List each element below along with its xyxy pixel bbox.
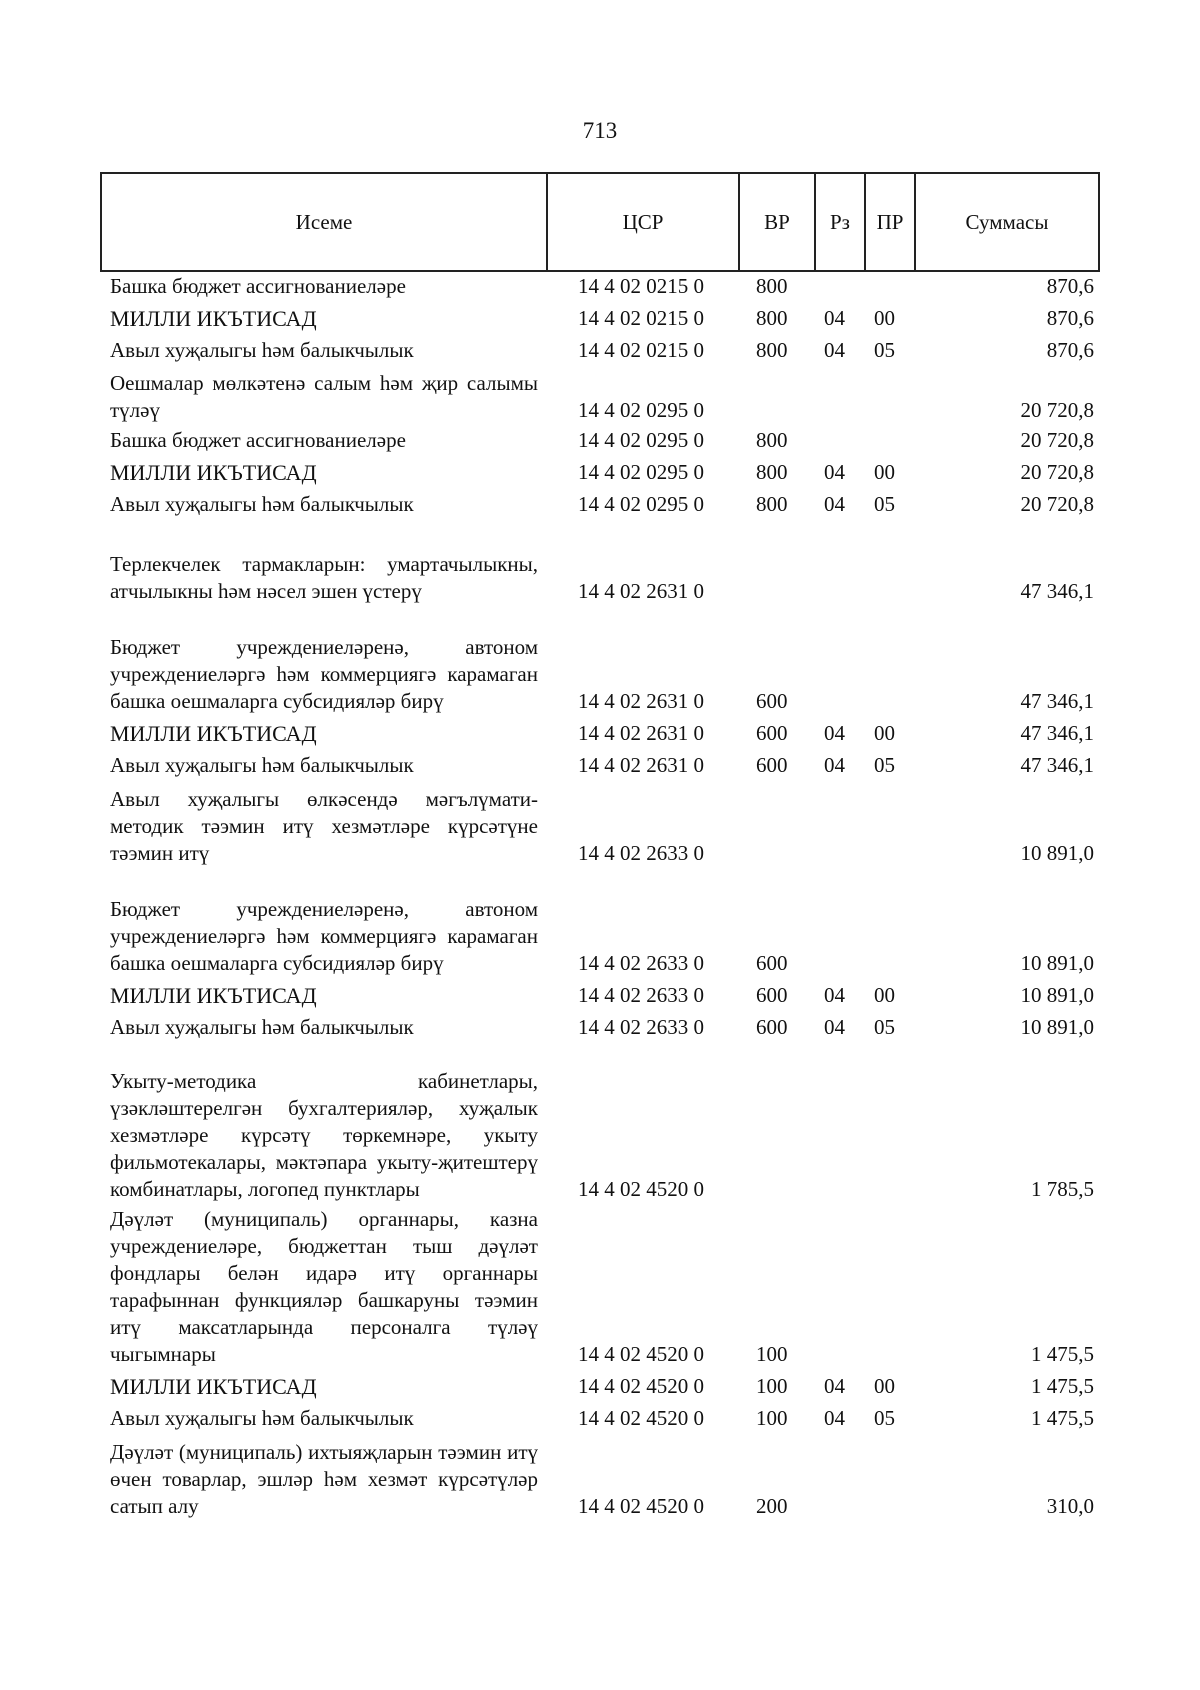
row-sum: 20 720,8: [1020, 428, 1094, 452]
row-pr: 05: [874, 492, 895, 516]
row-sum: 10 891,0: [1020, 841, 1094, 865]
row-csr: 14 4 02 2631 0: [578, 579, 704, 603]
row-rz: 04: [824, 1015, 845, 1039]
row-sum: 47 346,1: [1020, 689, 1094, 713]
row-sum: 10 891,0: [1020, 983, 1094, 1007]
row-name: Башка бюджет ассигнованиеләре: [110, 274, 406, 298]
row-csr: 14 4 02 2633 0: [578, 951, 704, 975]
row-vr: 100: [756, 1406, 788, 1430]
row-name: МИЛЛИ ИКЪТИСАД: [110, 306, 317, 331]
row-csr: 14 4 02 2633 0: [578, 1015, 704, 1039]
row-name: Бюджет учреждениеләренә, автоном учреждениеләргә һәм коммерциягә карамаган башка оешмаларга субсидияләр бирү: [110, 635, 538, 713]
row-sum: 10 891,0: [1020, 951, 1094, 975]
row-name: Авыл хуҗалыгы һәм балыкчылык: [110, 1406, 414, 1430]
row-pr: 00: [874, 983, 895, 1007]
row-vr: 100: [756, 1342, 788, 1366]
row-sum: 1 475,5: [1031, 1406, 1094, 1430]
table-row: [0, 270, 1200, 300]
row-name: Авыл хуҗалыгы һәм балыкчылык: [110, 338, 414, 362]
row-name: Дәүләт (муниципаль) органнары, казна учреждениеләре, бюджеттан тыш дәүләт фондлары белән идарә итү органнары тарафыннан функцияләр башкаруны тәэмин итү максатларында персоналга түләү чыгымнары: [110, 1207, 538, 1366]
table-row: [0, 1011, 1200, 1041]
row-vr: 800: [756, 428, 788, 452]
table-row: [0, 1434, 1200, 1520]
row-csr: 14 4 02 4520 0: [578, 1177, 704, 1201]
table-header: [100, 172, 1100, 272]
row-pr: 05: [874, 1015, 895, 1039]
header-rz: Рз: [814, 174, 864, 270]
row-vr: 800: [756, 306, 788, 330]
row-csr: 14 4 02 0215 0: [578, 274, 704, 298]
row-vr: 100: [756, 1374, 788, 1398]
row-name: МИЛЛИ ИКЪТИСАД: [110, 983, 317, 1008]
row-rz: 04: [824, 460, 845, 484]
row-rz: 04: [824, 338, 845, 362]
row-sum: 1 785,5: [1031, 1177, 1094, 1201]
table-row: [0, 366, 1200, 424]
row-name: Авыл хуҗалыгы һәм балыкчылык: [110, 753, 414, 777]
row-name: Авыл хуҗалыгы һәм балыкчылык: [110, 1015, 414, 1039]
row-name: Авыл хуҗалыгы һәм балыкчылык: [110, 492, 414, 516]
table-row: [0, 302, 1200, 332]
row-sum: 870,6: [1046, 306, 1094, 330]
row-vr: 600: [756, 721, 788, 745]
row-csr: 14 4 02 2631 0: [578, 721, 704, 745]
row-sum: 870,6: [1046, 274, 1094, 298]
row-pr: 05: [874, 1406, 895, 1430]
row-vr: 800: [756, 274, 788, 298]
row-name: Башка бюджет ассигнованиеләре: [110, 428, 406, 452]
row-name: Бюджет учреждениеләренә, автоном учреждениеләргә һәм коммерциягә карамаган башка оешмаларга субсидияләр бирү: [110, 897, 538, 975]
row-name: Терлекчелек тармакларын: умартачылыкны, атчылыкны һәм нәсел эшен үстерү: [110, 552, 538, 603]
row-rz: 04: [824, 306, 845, 330]
row-vr: 600: [756, 689, 788, 713]
header-vr: ВР: [738, 174, 814, 270]
row-pr: 00: [874, 1374, 895, 1398]
row-vr: 200: [756, 1494, 788, 1518]
table-row: [0, 1205, 1200, 1368]
row-name: МИЛЛИ ИКЪТИСАД: [110, 1374, 317, 1399]
row-vr: 800: [756, 460, 788, 484]
row-csr: 14 4 02 0295 0: [578, 460, 704, 484]
row-csr: 14 4 02 2633 0: [578, 841, 704, 865]
row-csr: 14 4 02 0295 0: [578, 492, 704, 516]
row-csr: 14 4 02 4520 0: [578, 1342, 704, 1366]
row-csr: 14 4 02 0215 0: [578, 306, 704, 330]
row-name: Оешмалар мөлкәтенә салым һәм җир салымы түләү: [110, 371, 538, 422]
row-csr: 14 4 02 0215 0: [578, 338, 704, 362]
row-sum: 20 720,8: [1020, 460, 1094, 484]
row-csr: 14 4 02 2631 0: [578, 689, 704, 713]
row-pr: 05: [874, 338, 895, 362]
row-sum: 870,6: [1046, 338, 1094, 362]
row-csr: 14 4 02 4520 0: [578, 1406, 704, 1430]
row-rz: 04: [824, 721, 845, 745]
table-row: [0, 605, 1200, 715]
row-rz: 04: [824, 1406, 845, 1430]
row-rz: 04: [824, 753, 845, 777]
row-vr: 600: [756, 753, 788, 777]
table-row: [0, 1043, 1200, 1203]
page-number: 713: [582, 118, 618, 143]
row-name: Дәүләт (муниципаль) ихтыяҗларын тәэмин итү өчен товарлар, эшләр һәм хезмәт күрсәтүләр сатып алу: [110, 1440, 538, 1518]
row-csr: 14 4 02 4520 0: [578, 1374, 704, 1398]
row-csr: 14 4 02 4520 0: [578, 1494, 704, 1518]
header-csr: ЦСР: [546, 174, 738, 270]
row-pr: 00: [874, 460, 895, 484]
table-row: [0, 334, 1200, 364]
table-row: [0, 717, 1200, 747]
row-rz: 04: [824, 492, 845, 516]
row-sum: 1 475,5: [1031, 1342, 1094, 1366]
row-name: МИЛЛИ ИКЪТИСАД: [110, 721, 317, 746]
table-row: [0, 424, 1200, 454]
row-csr: 14 4 02 2633 0: [578, 983, 704, 1007]
row-vr: 600: [756, 951, 788, 975]
table-row: [0, 867, 1200, 977]
row-name: Укыту-методика кабинетлары, үзәкләштерелгән бухгалтерияләр, хуҗалык хезмәтләре күрсәтү төркемнәре, укыту фильмотекалары, мәктәпара укыту-җитештерү комбинатлары, логопед пунктлары: [110, 1069, 538, 1201]
table-row: [0, 749, 1200, 779]
row-name: Авыл хуҗалыгы өлкәсендә мәгълүмати-методик тәэмин итү хезмәтләре күрсәтүне тәэмин итү: [110, 787, 538, 865]
row-pr: 05: [874, 753, 895, 777]
row-csr: 14 4 02 0295 0: [578, 398, 704, 422]
table-row: [0, 520, 1200, 605]
table-row: [0, 1370, 1200, 1400]
header-sum: Суммасы: [914, 174, 1098, 270]
row-sum: 47 346,1: [1020, 579, 1094, 603]
table-row: [0, 488, 1200, 518]
row-pr: 00: [874, 721, 895, 745]
row-vr: 600: [756, 983, 788, 1007]
row-sum: 310,0: [1046, 1494, 1094, 1518]
row-sum: 47 346,1: [1020, 721, 1094, 745]
header-pr: ПР: [864, 174, 914, 270]
table-row: [0, 456, 1200, 486]
row-sum: 10 891,0: [1020, 1015, 1094, 1039]
row-csr: 14 4 02 0295 0: [578, 428, 704, 452]
header-name: Исеме: [295, 209, 353, 234]
table-row: [0, 1402, 1200, 1432]
row-rz: 04: [824, 983, 845, 1007]
row-vr: 600: [756, 1015, 788, 1039]
row-pr: 00: [874, 306, 895, 330]
row-vr: 800: [756, 338, 788, 362]
row-sum: 47 346,1: [1020, 753, 1094, 777]
table-row: [0, 979, 1200, 1009]
row-rz: 04: [824, 1374, 845, 1398]
row-sum: 20 720,8: [1020, 492, 1094, 516]
row-csr: 14 4 02 2631 0: [578, 753, 704, 777]
row-sum: 1 475,5: [1031, 1374, 1094, 1398]
row-sum: 20 720,8: [1020, 398, 1094, 422]
table-row: [0, 781, 1200, 867]
row-vr: 800: [756, 492, 788, 516]
row-name: МИЛЛИ ИКЪТИСАД: [110, 460, 317, 485]
